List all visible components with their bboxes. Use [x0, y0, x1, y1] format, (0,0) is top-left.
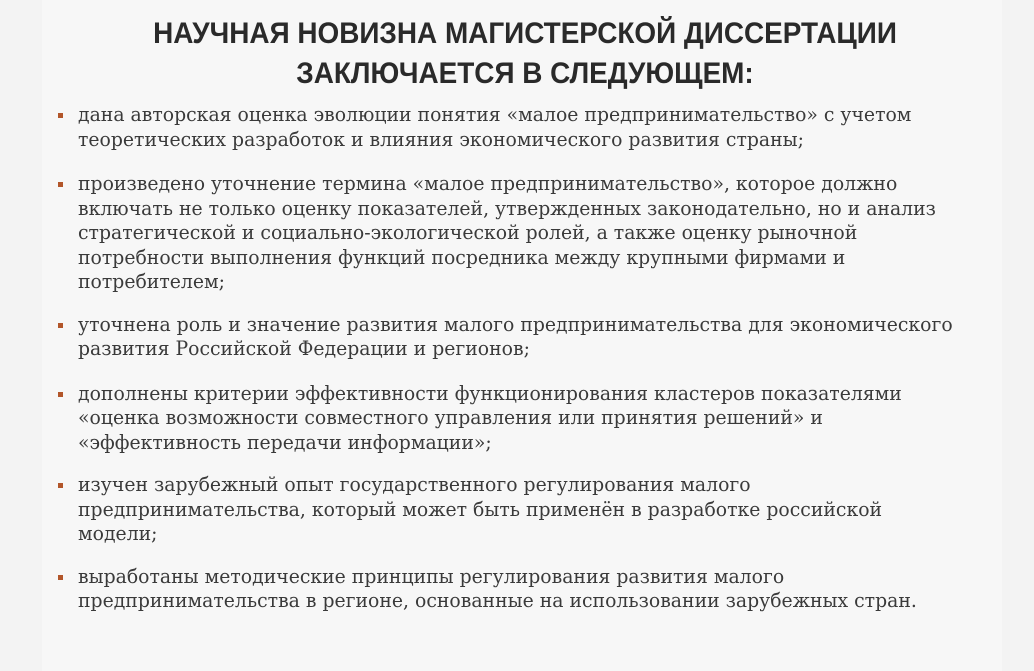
- bullet-text: изучен зарубежный опыт государственного регулирования малого предпринимательства, который может быть применён в разработке российской модели;: [78, 473, 883, 545]
- bullet-list: [56, 103, 986, 614]
- bullet-item: [56, 103, 986, 152]
- slide-title-line-1: НАУЧНАЯ НОВИЗНА МАГИСТЕРСКОЙ ДИССЕРТАЦИИ: [153, 17, 897, 50]
- slide-title-line-2: ЗАКЛЮЧАЕТСЯ В СЛЕДУЮЩЕМ:: [296, 57, 754, 90]
- square-bullet-icon: [58, 113, 63, 118]
- square-bullet-icon: [58, 575, 63, 580]
- slide-title: [93, 14, 958, 94]
- bullet-text: дана авторская оценка эволюции понятия «малое предпринимательство» с учетом теоретических разработок и влияния экономического развития страны;: [78, 103, 912, 151]
- square-bullet-icon: [58, 323, 63, 328]
- square-bullet-icon: [58, 392, 63, 397]
- bullet-item: [56, 565, 986, 614]
- bullet-text: выработаны методические принципы регулирования развития малого предпринимательства в регионе, основанные на использовании зарубежных стран.: [78, 564, 917, 612]
- square-bullet-icon: [58, 483, 63, 488]
- bullet-text: уточнена роль и значение развития малого предпринимательства для экономического развития Российской Федерации и регионов;: [78, 312, 953, 360]
- bullet-text: произведено уточнение термина «малое предпринимательство», которое должно включать не только оценку показателей, утвержденных законодательно, но и анализ стратегической и социально-экологической ролей, а также оценку рыночной потребности выполнения функций посредника между крупными фирмами и потребителем;: [78, 172, 936, 293]
- bullet-item: [56, 382, 986, 456]
- bullet-item: [56, 313, 986, 362]
- bullet-item: [56, 172, 986, 295]
- bullet-text: дополнены критерии эффективности функционирования кластеров показателями «оценка возможности совместного управления или принятия решений» и «эффективность передачи информации»;: [78, 381, 902, 454]
- square-bullet-icon: [58, 182, 63, 187]
- bullet-item: [56, 473, 986, 547]
